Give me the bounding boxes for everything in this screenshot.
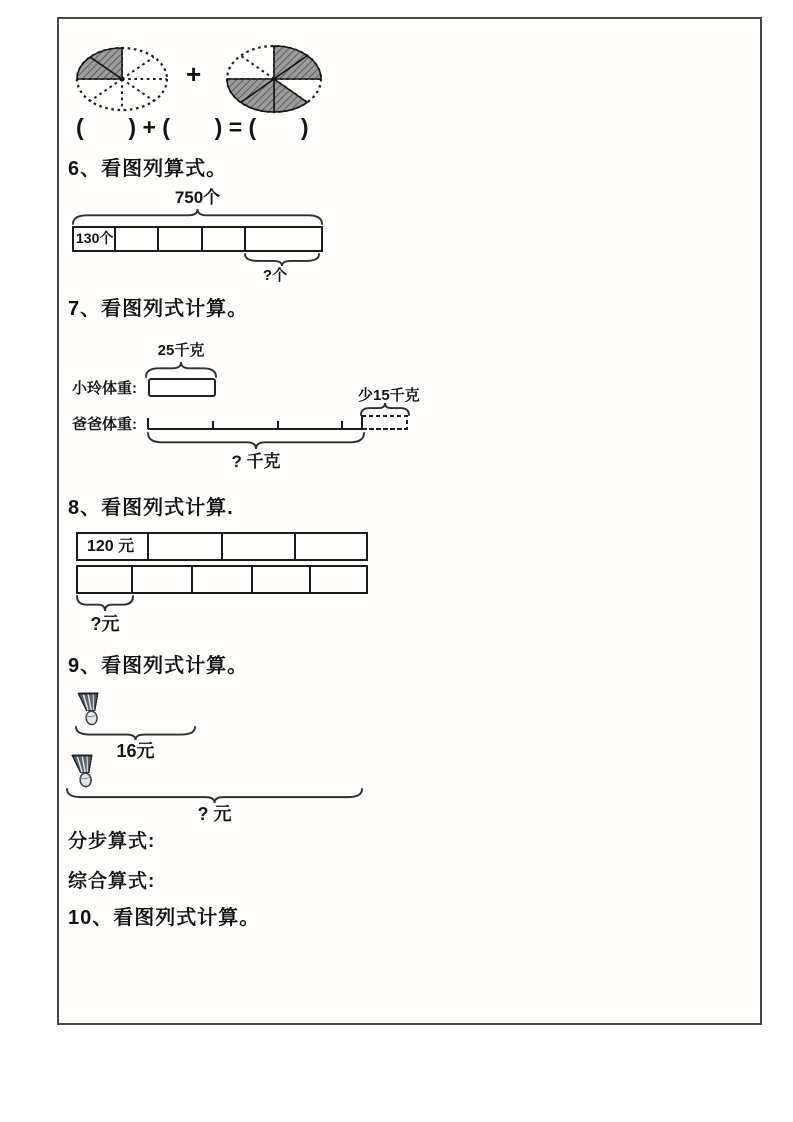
problem6-top-brace xyxy=(73,209,322,224)
shuttlecock-icon xyxy=(78,691,102,727)
problem8-first-cell-label: 120 元 xyxy=(87,538,135,555)
problem7-title: 7、看图列式计算。 xyxy=(68,298,249,320)
problem8-question-brace xyxy=(77,596,133,611)
fraction-equation: ( ) + ( ) = ( ) xyxy=(76,114,309,140)
fraction-pie-right xyxy=(224,42,324,116)
plus-sign: + xyxy=(186,59,202,89)
problem6-total-label: 750个 xyxy=(174,188,221,207)
problem7-box-label: 25千克 xyxy=(157,342,205,359)
step-equation-label: 分步算式: xyxy=(68,831,156,852)
problem9-title: 9、看图列式计算。 xyxy=(68,655,249,677)
problem9-row2-label: ? 元 xyxy=(197,804,232,824)
combined-equation-label: 综合算式: xyxy=(68,871,156,892)
fraction-pie-left xyxy=(74,44,170,114)
problem7-row2-label: 爸爸体重: xyxy=(72,416,137,433)
shuttlecock-icon xyxy=(72,753,96,789)
problem7-bar-diagram xyxy=(140,410,420,434)
problem7-row1-label: 小玲体重: xyxy=(72,380,137,397)
problem6-bottom-brace xyxy=(245,254,319,266)
problem7-weight-box xyxy=(148,378,216,397)
problem7-question-label: ? 千克 xyxy=(231,452,281,471)
problem7-question-brace xyxy=(148,433,364,449)
problem8-title: 8、看图列式计算. xyxy=(68,497,234,519)
problem9-row1-brace xyxy=(76,727,195,740)
problem9-row2-brace xyxy=(67,789,362,803)
problem6-title: 6、看图列算式。 xyxy=(68,158,228,180)
problem9-row1-label: 16元 xyxy=(116,741,155,761)
problem6-question-label: ?个 xyxy=(262,267,288,284)
problem6-first-cell-label: 130个 xyxy=(76,230,114,246)
problem10-title: 10、看图列式计算。 xyxy=(68,907,261,929)
problem8-bottom-bar xyxy=(75,564,371,595)
problem7-box-brace xyxy=(146,362,216,377)
problem7-less-label: 少15千克 xyxy=(358,387,420,404)
problem8-question-label: ?元 xyxy=(90,614,120,634)
